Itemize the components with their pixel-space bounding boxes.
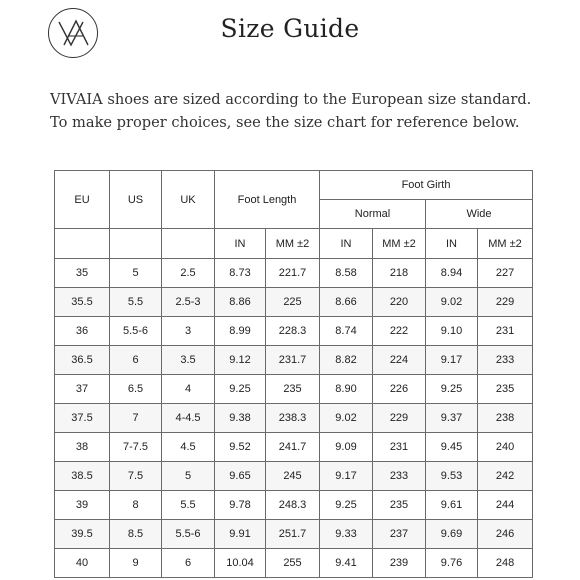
cell-wide-girth-mm: 246: [478, 520, 533, 549]
cell-wide-girth-mm: 233: [478, 346, 533, 375]
cell-wide-girth-in: 9.02: [426, 288, 478, 317]
header-normal-mm: MM ±2: [373, 229, 426, 259]
header-wide-in: IN: [426, 229, 478, 259]
cell-length-in: 8.73: [215, 259, 266, 288]
header-blank: [162, 229, 215, 259]
cell-wide-girth-mm: 248: [478, 549, 533, 578]
intro-line: VIVAIA shoes are sized according to the European size standard.: [50, 91, 532, 108]
table-row: [55, 259, 533, 288]
cell-normal-girth-in: 9.25: [320, 491, 373, 520]
header-uk: UK: [162, 171, 215, 229]
cell-uk-size: 6: [162, 549, 215, 578]
cell-wide-girth-in: 9.61: [426, 491, 478, 520]
table-row: [55, 375, 533, 404]
cell-us-size: 9: [110, 549, 162, 578]
cell-length-mm: 221.7: [266, 259, 320, 288]
cell-normal-girth-mm: 224: [373, 346, 426, 375]
cell-normal-girth-mm: 220: [373, 288, 426, 317]
cell-eu-size: 39: [55, 491, 110, 520]
cell-normal-girth-in: 9.17: [320, 462, 373, 491]
header-wide-mm: MM ±2: [478, 229, 533, 259]
cell-eu-size: 37.5: [55, 404, 110, 433]
cell-wide-girth-in: 9.69: [426, 520, 478, 549]
page-title: Size Guide: [220, 14, 360, 43]
table-row: [55, 433, 533, 462]
cell-uk-size: 4.5: [162, 433, 215, 462]
cell-uk-size: 5: [162, 462, 215, 491]
cell-us-size: 6.5: [110, 375, 162, 404]
cell-wide-girth-in: 9.17: [426, 346, 478, 375]
table-row: [55, 346, 533, 375]
cell-normal-girth-mm: 226: [373, 375, 426, 404]
cell-length-mm: 238.3: [266, 404, 320, 433]
size-chart-table: [54, 170, 533, 578]
cell-length-mm: 255: [266, 549, 320, 578]
cell-wide-girth-in: 9.53: [426, 462, 478, 491]
cell-eu-size: 39.5: [55, 520, 110, 549]
cell-length-in: 9.52: [215, 433, 266, 462]
cell-uk-size: 3.5: [162, 346, 215, 375]
cell-wide-girth-mm: 238: [478, 404, 533, 433]
table-row: [55, 491, 533, 520]
cell-eu-size: 40: [55, 549, 110, 578]
cell-uk-size: 4-4.5: [162, 404, 215, 433]
header-us: US: [110, 171, 162, 229]
cell-eu-size: 37: [55, 375, 110, 404]
header-wide: Wide: [426, 200, 533, 229]
cell-us-size: 5: [110, 259, 162, 288]
table-row: [55, 462, 533, 491]
cell-length-in: 8.86: [215, 288, 266, 317]
table-row: [55, 404, 533, 433]
cell-normal-girth-mm: 233: [373, 462, 426, 491]
cell-length-in: 10.04: [215, 549, 266, 578]
header-length-mm: MM ±2: [266, 229, 320, 259]
cell-normal-girth-in: 8.90: [320, 375, 373, 404]
cell-length-mm: 228.3: [266, 317, 320, 346]
cell-normal-girth-in: 9.33: [320, 520, 373, 549]
cell-us-size: 7-7.5: [110, 433, 162, 462]
header-length-in: IN: [215, 229, 266, 259]
cell-uk-size: 3: [162, 317, 215, 346]
cell-eu-size: 38: [55, 433, 110, 462]
cell-length-in: 9.12: [215, 346, 266, 375]
table-row: [55, 520, 533, 549]
cell-normal-girth-mm: 229: [373, 404, 426, 433]
cell-us-size: 7: [110, 404, 162, 433]
cell-uk-size: 5.5-6: [162, 520, 215, 549]
cell-us-size: 7.5: [110, 462, 162, 491]
cell-uk-size: 4: [162, 375, 215, 404]
cell-normal-girth-mm: 222: [373, 317, 426, 346]
cell-wide-girth-in: 9.76: [426, 549, 478, 578]
cell-length-mm: 251.7: [266, 520, 320, 549]
cell-eu-size: 35.5: [55, 288, 110, 317]
cell-wide-girth-mm: 240: [478, 433, 533, 462]
cell-wide-girth-in: 9.45: [426, 433, 478, 462]
cell-normal-girth-mm: 231: [373, 433, 426, 462]
cell-length-mm: 231.7: [266, 346, 320, 375]
cell-length-mm: 245: [266, 462, 320, 491]
header-eu: EU: [55, 171, 110, 229]
intro-text: [50, 88, 570, 134]
cell-normal-girth-in: 9.41: [320, 549, 373, 578]
cell-normal-girth-mm: 237: [373, 520, 426, 549]
cell-normal-girth-in: 9.09: [320, 433, 373, 462]
cell-us-size: 5.5-6: [110, 317, 162, 346]
cell-eu-size: 35: [55, 259, 110, 288]
table-row: [55, 549, 533, 578]
cell-wide-girth-in: 8.94: [426, 259, 478, 288]
cell-length-mm: 241.7: [266, 433, 320, 462]
cell-us-size: 8.5: [110, 520, 162, 549]
cell-length-in: 9.25: [215, 375, 266, 404]
cell-wide-girth-mm: 235: [478, 375, 533, 404]
header-blank: [55, 229, 110, 259]
cell-eu-size: 38.5: [55, 462, 110, 491]
header-blank: [110, 229, 162, 259]
cell-length-in: 9.78: [215, 491, 266, 520]
cell-normal-girth-mm: 239: [373, 549, 426, 578]
header-normal: Normal: [320, 200, 426, 229]
cell-normal-girth-in: 8.82: [320, 346, 373, 375]
cell-length-mm: 225: [266, 288, 320, 317]
cell-normal-girth-in: 9.02: [320, 404, 373, 433]
cell-uk-size: 5.5: [162, 491, 215, 520]
cell-length-in: 9.38: [215, 404, 266, 433]
size-rows: [55, 259, 533, 578]
cell-normal-girth-mm: 235: [373, 491, 426, 520]
cell-wide-girth-in: 9.10: [426, 317, 478, 346]
cell-length-mm: 235: [266, 375, 320, 404]
table-row: [55, 317, 533, 346]
cell-wide-girth-mm: 229: [478, 288, 533, 317]
cell-wide-girth-mm: 244: [478, 491, 533, 520]
cell-wide-girth-in: 9.37: [426, 404, 478, 433]
cell-us-size: 5.5: [110, 288, 162, 317]
cell-wide-girth-mm: 227: [478, 259, 533, 288]
cell-wide-girth-in: 9.25: [426, 375, 478, 404]
cell-uk-size: 2.5-3: [162, 288, 215, 317]
cell-normal-girth-mm: 218: [373, 259, 426, 288]
table-row: [55, 288, 533, 317]
header-foot-length: Foot Length: [215, 171, 320, 229]
cell-us-size: 8: [110, 491, 162, 520]
header-normal-in: IN: [320, 229, 373, 259]
cell-eu-size: 36.5: [55, 346, 110, 375]
cell-eu-size: 36: [55, 317, 110, 346]
cell-normal-girth-in: 8.66: [320, 288, 373, 317]
cell-length-in: 9.91: [215, 520, 266, 549]
cell-wide-girth-mm: 242: [478, 462, 533, 491]
cell-us-size: 6: [110, 346, 162, 375]
header-foot-girth: Foot Girth: [320, 171, 533, 200]
intro-line: To make proper choices, see the size chart for reference below.: [50, 114, 520, 131]
cell-length-mm: 248.3: [266, 491, 320, 520]
cell-normal-girth-in: 8.58: [320, 259, 373, 288]
cell-normal-girth-in: 8.74: [320, 317, 373, 346]
cell-length-in: 8.99: [215, 317, 266, 346]
cell-length-in: 9.65: [215, 462, 266, 491]
cell-wide-girth-mm: 231: [478, 317, 533, 346]
cell-uk-size: 2.5: [162, 259, 215, 288]
